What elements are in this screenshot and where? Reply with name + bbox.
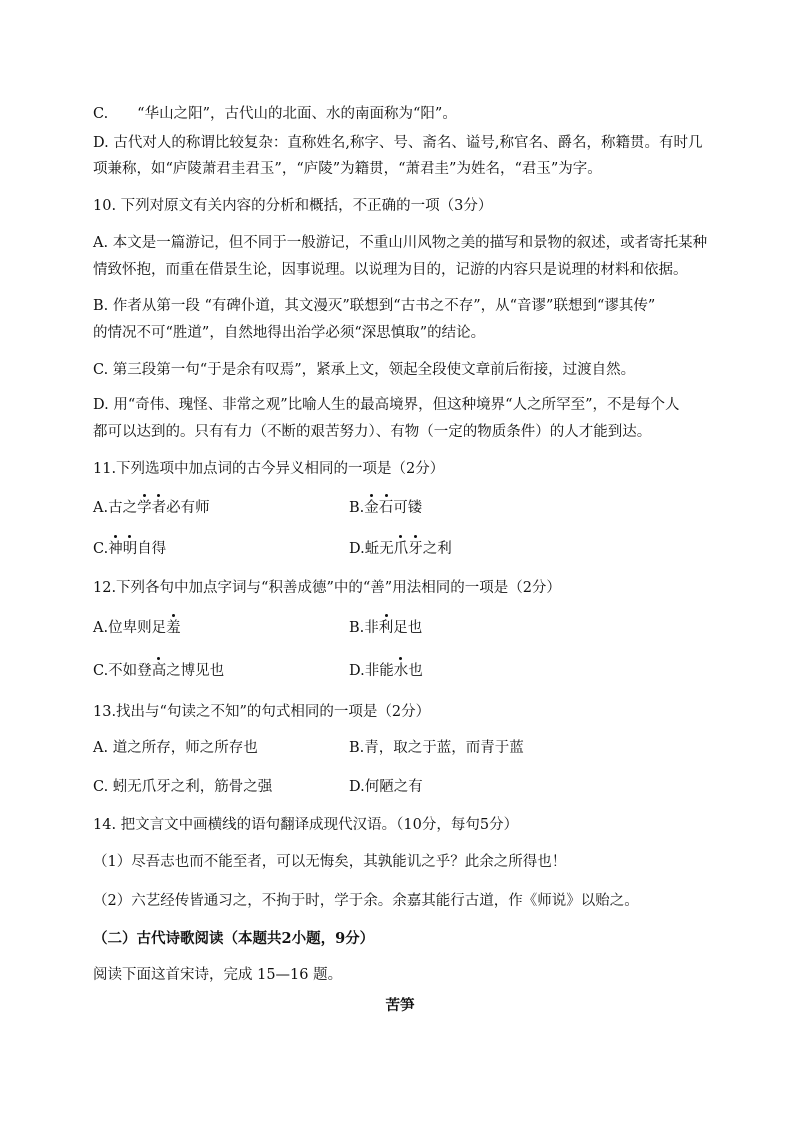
q13-option-c: C. 蚓无爪牙之利，筋骨之强: [93, 779, 273, 795]
q10-option-a-line2: 情致怀抱，而重在借景生论，因事说理。以说理为目的，记游的内容只是说理的材料和依据。: [93, 262, 688, 278]
q12-option-c: C.不如登高之博见也: [93, 663, 225, 679]
dotted-char: 高: [151, 663, 167, 679]
dotted-char: 学: [137, 500, 152, 516]
dotted-char: 水: [393, 663, 409, 679]
poem-title: 苦笋: [385, 997, 415, 1014]
q10-option-b-line2: 的情况不可“胜道”，自然地得出治学必须“深思慎取”的结论。: [93, 325, 486, 341]
q14-stem: 14. 把文言文中画横线的语句翻译成现代汉语。（10分，每句5分）: [93, 817, 519, 833]
q9-option-d-line2: 项兼称，如“庐陵萧君圭君玉”，“庐陵”为籍贯，“萧君圭”为姓名，“君玉”为字。: [93, 161, 602, 177]
q13-option-d: D.何陋之有: [349, 779, 423, 795]
q12-stem: 12.下列各句中加点字词与“积善成德”中的“善”用法相同的一项是（2分）: [93, 580, 561, 596]
section-heading: （二）古代诗歌阅读（本题共2小题，9分）: [93, 930, 375, 947]
dotted-char: 爪: [393, 541, 409, 557]
q11-option-d: D.蚯无爪牙之利: [349, 541, 452, 557]
dotted-char: 牙: [408, 541, 423, 557]
q11-option-b: B.金石可镂: [349, 500, 423, 516]
q10-option-b-line1: B. 作者从第一段 “有碑仆道，其文漫灭”联想到“古书之不存”，从“音谬”联想到“谬其传”: [93, 298, 656, 314]
q13-option-b: B.青，取之于蓝，而青于蓝: [349, 740, 524, 756]
q11-option-c: C.神明自得: [93, 541, 167, 557]
dotted-char: 明: [122, 541, 138, 557]
q13-option-a: A. 道之所存，师之所存也: [93, 740, 258, 756]
q9-option-d-line1: D. 古代对人的称谓比较复杂：直称姓名,称字、号、斋名、谥号,称官名、爵名，称籍贯。有时几: [93, 135, 703, 151]
q10-stem: 10. 下列对原文有关内容的分析和概括，不正确的一项（3分）: [93, 198, 493, 214]
q10-option-a-line1: A. 本文是一篇游记，但不同于一般游记，不重山川风物之美的描写和景物的叙述，或者寄托某种: [93, 235, 708, 251]
q14-sentence-2: （2）六艺经传皆通习之，不拘于时，学于余。余嘉其能行古道，作《师说》以贻之。: [93, 893, 639, 909]
q12-option-a: A.位卑则足羞: [93, 620, 181, 636]
dotted-char: 神: [108, 541, 123, 557]
dotted-char: 羞: [166, 620, 181, 636]
q10-option-d-line1: D. 用“奇伟、瑰怪、非常之观”比喻人生的最高境界，但这种境界“人之所罕至”，不是每个人: [93, 397, 680, 413]
q11-stem: 11.下列选项中加点词的古今异义相同的一项是（2分）: [93, 461, 445, 477]
q11-option-a: A.古之学者必有师: [93, 500, 210, 516]
q10-option-d-line2: 都可以达到的。只有有力（不断的艰苦努力）、有物（一定的物质条件）的人才能到达。: [93, 424, 652, 440]
section-intro: 阅读下面这首宋诗，完成 15—16 题。: [93, 967, 343, 983]
q13-stem: 13.找出与“句读之不知”的句式相同的一项是（2分）: [93, 704, 431, 720]
dotted-char: 利: [378, 620, 394, 636]
q12-option-d: D.非能水也: [349, 663, 423, 679]
dotted-char: 者: [151, 500, 167, 516]
q9-option-c: C. “华山之阳”，古代山的北面、水的南面称为“阳”。: [93, 106, 457, 122]
q10-option-c: C. 第三段第一句“于是余有叹焉”，紧承上文，领起全段使文章前后衔接，过渡自然。: [93, 362, 636, 378]
dotted-char: 金: [364, 500, 379, 516]
q12-option-b: B.非利足也: [349, 620, 423, 636]
dotted-char: 石: [378, 500, 394, 516]
q14-sentence-1: （1）尽吾志也而不能至者，可以无悔矣，其孰能讥之乎？此余之所得也！: [93, 854, 567, 870]
